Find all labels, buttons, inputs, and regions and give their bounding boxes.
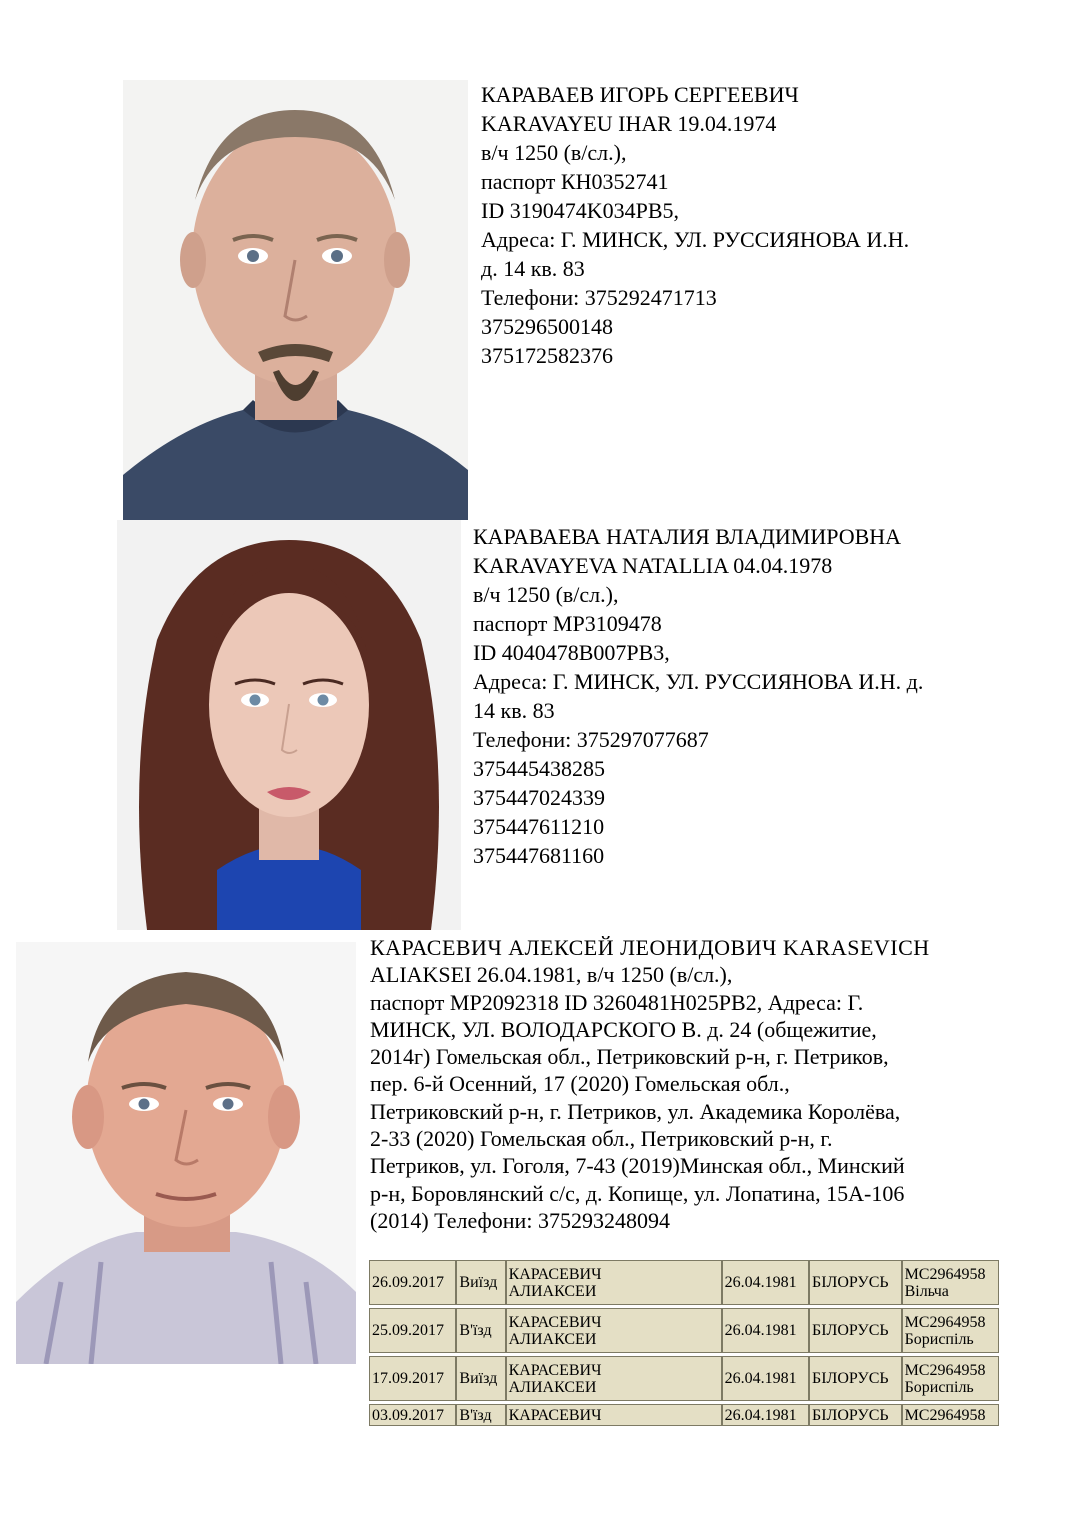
crossing-name bbox=[506, 1308, 722, 1353]
name-latin-dob: KARAVAYEVA NATALLIA 04.04.1978 bbox=[473, 553, 833, 578]
crossing-country: БІЛОРУСЬ bbox=[809, 1356, 902, 1401]
full-name-ru: КАРАВАЕВА НАТАЛИЯ ВЛАДИМИРОВНА bbox=[473, 524, 902, 549]
text-line: 2-33 (2020) Гомельская обл., Петриковский р-н, г. bbox=[370, 1126, 833, 1152]
crossing-direction: Виїзд bbox=[456, 1356, 505, 1401]
crossing-point: Бориспіль bbox=[904, 1378, 974, 1396]
crossing-name bbox=[506, 1356, 722, 1401]
crossing-name bbox=[506, 1404, 722, 1426]
crossing-dob: 26.04.1981 bbox=[722, 1308, 809, 1353]
text-line: р-н, Боровлянский с/с, д. Копище, ул. Лопатина, 15А-106 bbox=[370, 1180, 905, 1206]
surname: КАРАСЕВИЧ bbox=[508, 1313, 602, 1331]
photo-karavayeu bbox=[123, 80, 468, 520]
crossing-country: БІЛОРУСЬ bbox=[809, 1404, 902, 1426]
border-crossings-table bbox=[369, 1257, 999, 1429]
person-karavayeva-info bbox=[473, 522, 923, 870]
given-name: АЛИАКСЕИ bbox=[508, 1378, 597, 1396]
text-line: ALIAKSEI 26.04.1981, в/ч 1250 (в/сл.), bbox=[370, 962, 733, 988]
document-number: МС2964958 bbox=[904, 1265, 986, 1283]
full-name-ru: КАРАВАЕВ ИГОРЬ СЕРГЕЕВИЧ bbox=[481, 82, 799, 107]
passport-number: паспорт КН0352741 bbox=[481, 169, 669, 194]
phone-line: 375447681160 bbox=[473, 843, 605, 868]
crossing-date: 17.09.2017 bbox=[369, 1356, 456, 1401]
military-unit: в/ч 1250 (в/сл.), bbox=[473, 582, 619, 607]
crossing-document bbox=[902, 1404, 999, 1426]
text-line: пер. 6-й Осенний, 17 (2020) Гомельская обл., bbox=[370, 1071, 790, 1097]
table-row bbox=[369, 1260, 999, 1305]
phone-line: 375296500148 bbox=[481, 314, 613, 339]
photo-karasevich bbox=[16, 942, 356, 1364]
military-unit: в/ч 1250 (в/сл.), bbox=[481, 140, 627, 165]
address-line: Адреса: Г. МИНСК, УЛ. РУССИЯНОВА И.Н. д. bbox=[473, 669, 924, 694]
table-row bbox=[369, 1404, 999, 1426]
crossing-direction: В'їзд bbox=[456, 1404, 505, 1426]
crossing-document bbox=[902, 1308, 999, 1353]
crossing-date: 25.09.2017 bbox=[369, 1308, 456, 1353]
text-line: паспорт МР2092318 ID 3260481H025PB2, Адреса: Г. bbox=[370, 989, 864, 1015]
person-karavayeu-info bbox=[481, 80, 909, 370]
name-latin-dob: KARAVAYEU IHAR 19.04.1974 bbox=[481, 111, 777, 136]
document-number: МС2964958 bbox=[904, 1406, 986, 1424]
person-karasevich-info bbox=[370, 934, 1005, 1234]
crossing-country: БІЛОРУСЬ bbox=[809, 1260, 902, 1305]
crossing-date: 03.09.2017 bbox=[369, 1404, 456, 1426]
phone-line: 375445438285 bbox=[473, 756, 605, 781]
crossing-dob: 26.04.1981 bbox=[722, 1404, 809, 1426]
surname: КАРАСЕВИЧ bbox=[508, 1361, 602, 1379]
crossing-dob: 26.04.1981 bbox=[722, 1260, 809, 1305]
phone-line: Телефони: 375297077687 bbox=[473, 727, 709, 752]
text-line: (2014) Телефони: 375293248094 bbox=[370, 1207, 670, 1233]
surname: КАРАСЕВИЧ bbox=[508, 1265, 602, 1283]
crossing-point: Бориспіль bbox=[904, 1330, 974, 1348]
phone-line: Телефони: 375292471713 bbox=[481, 285, 717, 310]
table-row bbox=[369, 1308, 999, 1353]
text-line: КАРАСЕВИЧ АЛЕКСЕЙ ЛЕОНИДОВИЧ KARASEVICH bbox=[370, 935, 930, 960]
given-name: АЛИАКСЕИ bbox=[508, 1330, 597, 1348]
crossing-document bbox=[902, 1260, 999, 1305]
text-line: Петриков, ул. Гоголя, 7-43 (2019)Минская обл., Минский bbox=[370, 1153, 905, 1179]
id-number: ID 4040478B007PB3, bbox=[473, 640, 670, 665]
given-name: АЛИАКСЕИ bbox=[508, 1282, 597, 1300]
address-line: д. 14 кв. 83 bbox=[481, 256, 585, 281]
phone-line: 375172582376 bbox=[481, 343, 613, 368]
crossing-name bbox=[506, 1260, 722, 1305]
text-line: Петриковский р-н, г. Петриков, ул. Академика Королёва, bbox=[370, 1098, 901, 1124]
crossing-document bbox=[902, 1356, 999, 1401]
text-line: 2014г) Гомельская обл., Петриковский р-н, г. Петриков, bbox=[370, 1044, 889, 1070]
crossing-dob: 26.04.1981 bbox=[722, 1356, 809, 1401]
address-line: Адреса: Г. МИНСК, УЛ. РУССИЯНОВА И.Н. bbox=[481, 227, 910, 252]
crossing-country: БІЛОРУСЬ bbox=[809, 1308, 902, 1353]
id-number: ID 3190474K034PB5, bbox=[481, 198, 680, 223]
crossing-point: Вільча bbox=[904, 1282, 949, 1300]
document-number: МС2964958 bbox=[904, 1313, 986, 1331]
surname: КАРАСЕВИЧ bbox=[508, 1406, 602, 1424]
text-line: МИНСК, УЛ. ВОЛОДАРСКОГО В. д. 24 (общежитие, bbox=[370, 1016, 877, 1042]
passport-number: паспорт МР3109478 bbox=[473, 611, 662, 636]
photo-karavayeva bbox=[117, 520, 461, 930]
crossing-direction: Виїзд bbox=[456, 1260, 505, 1305]
document-number: МС2964958 bbox=[904, 1361, 986, 1379]
address-line: 14 кв. 83 bbox=[473, 698, 555, 723]
phone-line: 375447611210 bbox=[473, 814, 605, 839]
crossing-direction: В'їзд bbox=[456, 1308, 505, 1353]
phone-line: 375447024339 bbox=[473, 785, 605, 810]
table-row bbox=[369, 1356, 999, 1401]
crossing-date: 26.09.2017 bbox=[369, 1260, 456, 1305]
